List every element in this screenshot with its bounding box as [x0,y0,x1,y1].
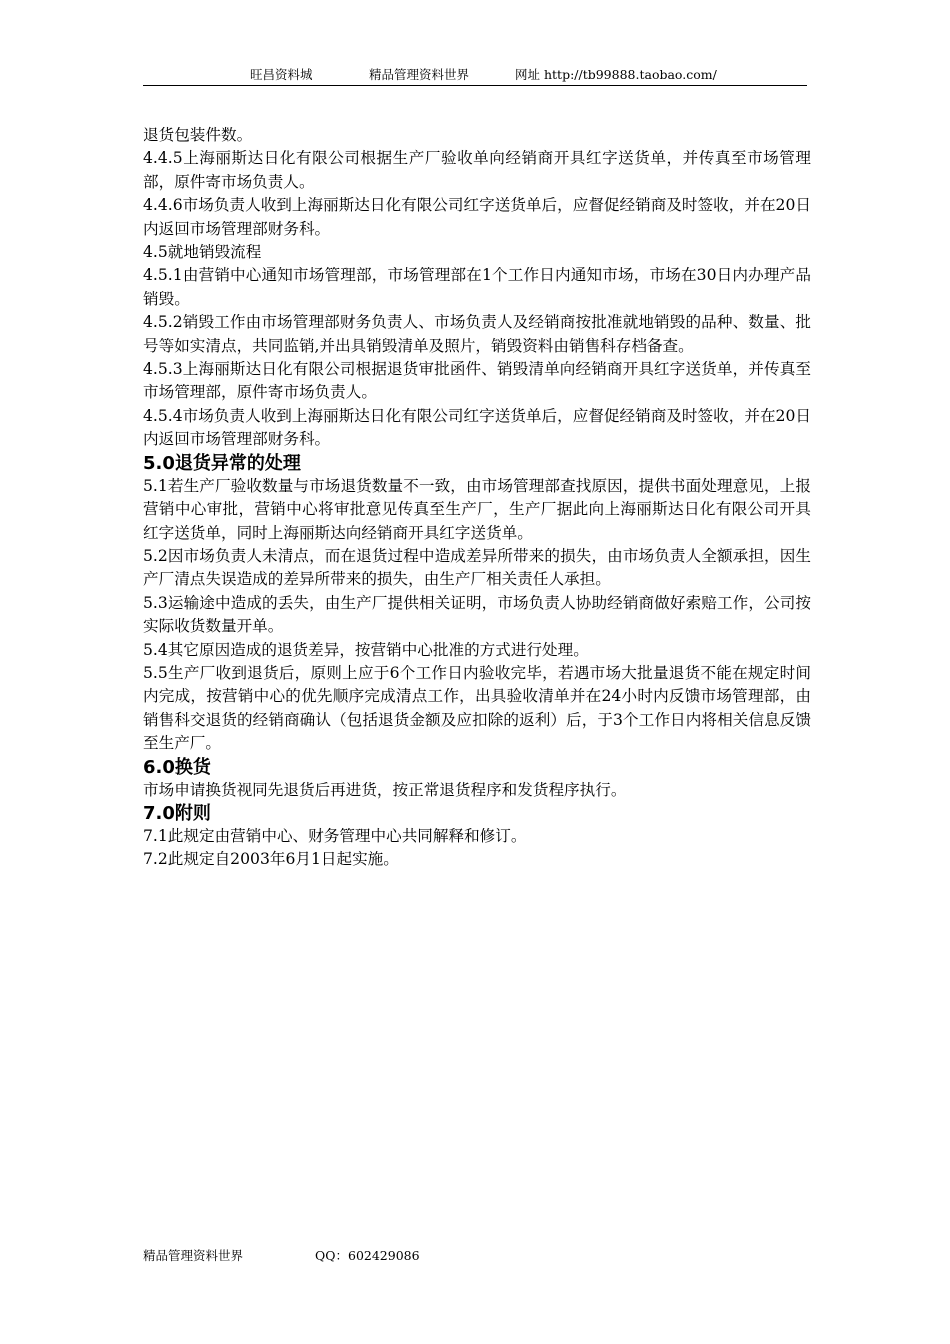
paragraph: 5.1若生产厂验收数量与市场退货数量不一致，由市场管理部查找原因，提供书面处理意见，上报营销中心审批，营销中心将审批意见传真至生产厂，生产厂据此向上海丽斯达日化有限公司开具红字送货单，同时上海丽斯达向经销商开具红字送货单。 [143,476,811,542]
paragraph: 5.5生产厂收到退货后，原则上应于6个工作日内验收完毕，若遇市场大批量退货不能在规定时间内完成，按营销中心的优先顺序完成清点工作，出具验收清单并在24小时内反馈市场管理部，由销售科交退货的经销商确认（包括退货金额及应扣除的返利）后，于3个工作日内将相关信息反馈至生产厂。 [143,663,811,753]
paragraph: 4.4.6市场负责人收到上海丽斯达日化有限公司红字送货单后，应督促经销商及时签收，并在20日内返回市场管理部财务科。 [143,196,811,238]
paragraph: 4.5.1由营销中心通知市场管理部，市场管理部在1个工作日内通知市场，市场在30日内办理产品销毁。 [143,266,811,308]
section-heading: 6.0换货 [143,756,211,778]
paragraph: 5.2因市场负责人未清点，而在退货过程中造成差异所带来的损失，由市场负责人全额承担，因生产厂清点失误造成的差异所带来的损失，由生产厂相关责任人承担。 [143,546,811,589]
header-site-name: 旺昌资料城 [250,67,313,82]
footer-title: 精品管理资料世界 [143,1248,244,1263]
header-url: 网址 http://tb99888.taobao.com/ [515,67,717,82]
header-divider [143,85,807,86]
paragraph: 4.5.3上海丽斯达日化有限公司根据退货审批函件、销毁清单向经销商开具红字送货单，并传真至市场管理部，原件寄市场负责人。 [143,360,811,402]
section-heading: 5.0退货异常的处理 [143,452,301,474]
paragraph: 7.1此规定由营销中心、财务管理中心共同解释和修订。 [143,826,527,845]
paragraph: 5.3运输途中造成的丢失，由生产厂提供相关证明，市场负责人协助经销商做好索赔工作，公司按实际收货数量开单。 [143,593,811,636]
page-footer [143,1247,805,1265]
paragraph: 4.5.4市场负责人收到上海丽斯达日化有限公司红字送货单后，应督促经销商及时签收，并在20日内返回市场管理部财务科。 [143,406,811,449]
paragraph: 7.2此规定自2003年6月1日起实施。 [143,850,399,869]
footer-qq: QQ：602429086 [315,1248,420,1263]
paragraph: 市场申请换货视同先退货后再进货，按正常退货程序和发货程序执行。 [143,780,627,799]
section-heading: 7.0附则 [143,802,211,824]
header-title: 精品管理资料世界 [369,67,470,82]
page-header [143,66,805,84]
paragraph: 退货包装件数。 [143,126,253,144]
paragraph: 4.5.2销毁工作由市场管理部财务负责人、市场负责人及经销商按批准就地销毁的品种、数量、批号等如实清点，共同监销,并出具销毁清单及照片，销毁资料由销售科存档备查。 [143,313,811,355]
document-body [143,124,811,872]
paragraph: 5.4其它原因造成的退货差异，按营销中心批准的方式进行处理。 [143,640,589,659]
paragraph: 4.4.5上海丽斯达日化有限公司根据生产厂验收单向经销商开具红字送货单，并传真至市场管理部，原件寄市场负责人。 [143,149,811,191]
subsection-title: 4.5就地销毁流程 [143,243,262,262]
